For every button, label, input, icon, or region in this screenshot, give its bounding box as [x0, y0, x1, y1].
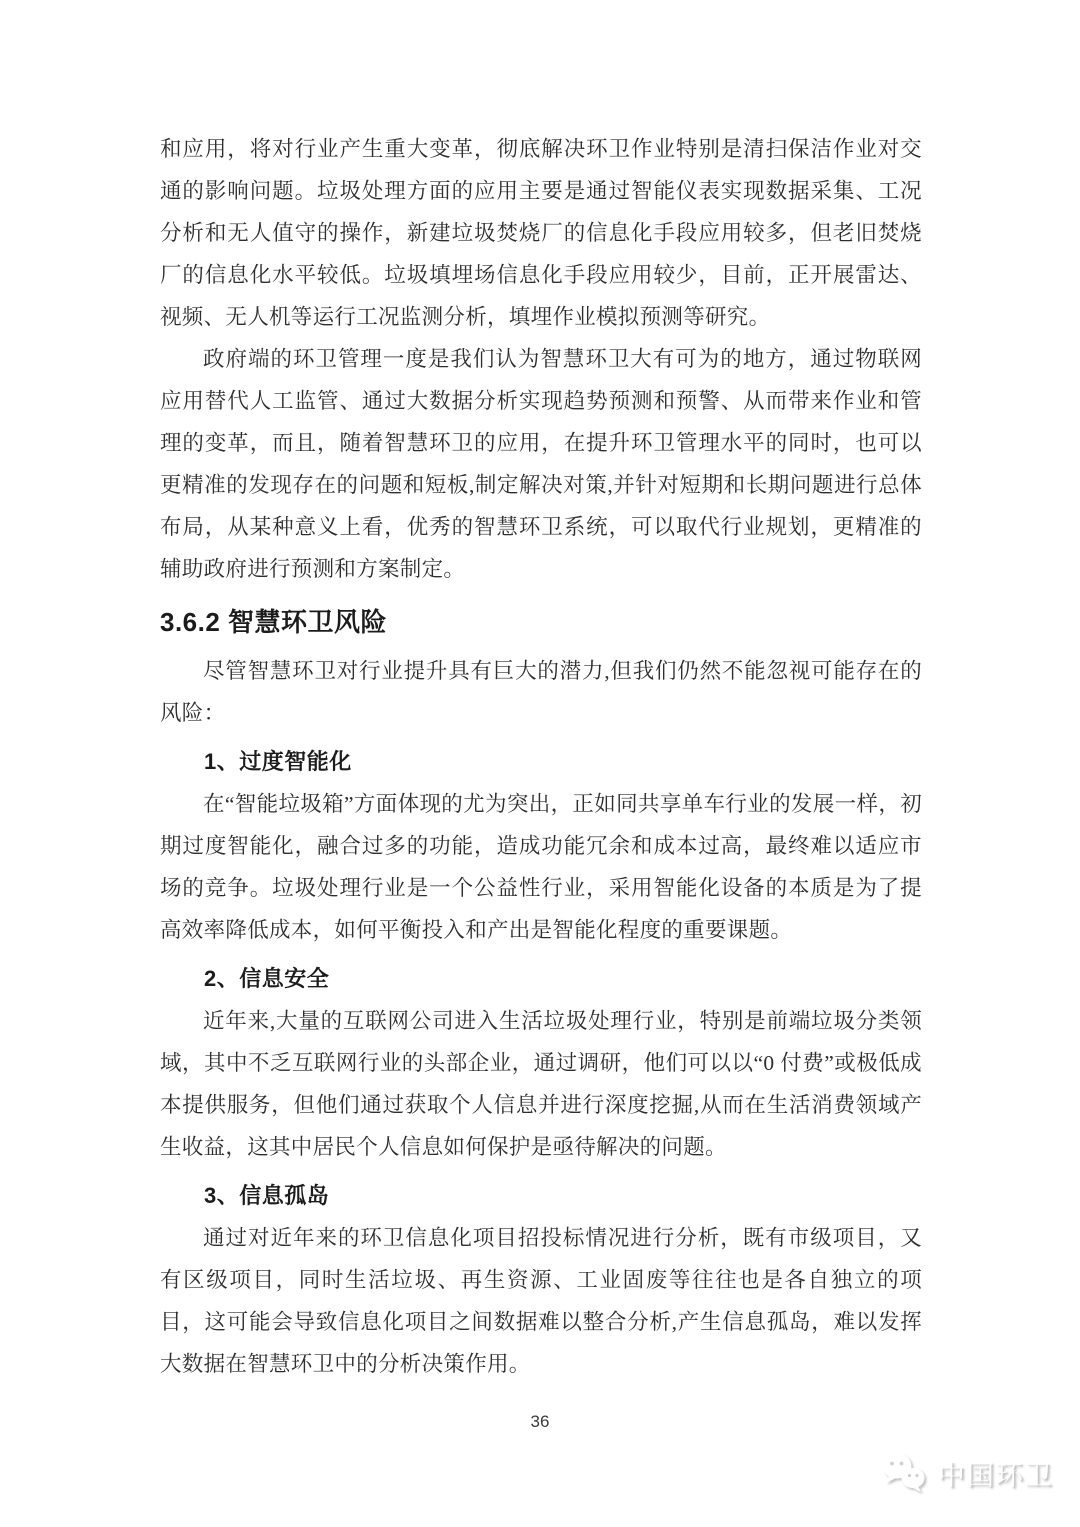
- paragraph-continuation: 和应用，将对行业产生重大变革，彻底解决环卫作业特别是清扫保洁作业对交通的影响问题。垃圾处理方面的应用主要是通过智能仪表实现数据采集、工况分析和无人值守的操作，新建垃圾焚烧厂的信息化手段应用较多，但老旧焚烧厂的信息化水平较低。垃圾填埋场信息化手段应用较少，目前，正开展雷达、视频、无人机等运行工况监测分析，填埋作业模拟预测等研究。: [160, 137, 922, 329]
- risk-body-over-intelligence: 在“智能垃圾箱”方面体现的尤为突出，正如同共享单车行业的发展一样，初期过度智能化，融合过多的功能，造成功能冗余和成本过高，最终难以适应市场的竞争。垃圾处理行业是一个公益性行业，采用智能化设备的本质是为了提高效率降低成本，如何平衡投入和产出是智能化程度的重要课题。: [160, 792, 922, 942]
- risk-body-information-silo: 通过对近年来的环卫信息化项目招投标情况进行分析，既有市级项目，又有区级项目，同时生活垃圾、再生资源、工业固废等往往也是各自独立的项目，这可能会导致信息化项目之间数据难以整合分析,产生信息孤岛，难以发挥大数据在智慧环卫中的分析决策作用。: [160, 1226, 922, 1376]
- wechat-icon: [880, 1452, 928, 1494]
- risk-title-information-security: 2、信息安全: [204, 966, 330, 991]
- page-content: [160, 128, 922, 1385]
- section-heading: 3.6.2 智慧环卫风险: [160, 607, 388, 637]
- brand-name: 中国环卫: [938, 1460, 1054, 1491]
- risk-title-over-intelligence: 1、过度智能化: [204, 749, 352, 774]
- paragraph-government: 政府端的环卫管理一度是我们认为智慧环卫大有可为的地方，通过物联网应用替代人工监管、通过大数据分析实现趋势预测和预警、从而带来作业和管理的变革，而且，随着智慧环卫的应用，在提升环卫管理水平的同时，也可以更精准的发现存在的问题和短板,制定解决对策,并针对短期和长期问题进行总体布局，从某种意义上看，优秀的智慧环卫系统，可以取代行业规划，更精准的辅助政府进行预测和方案制定。: [160, 347, 922, 581]
- page-number: 36: [530, 1412, 550, 1431]
- risk-body-information-security: 近年来,大量的互联网公司进入生活垃圾处理行业，特别是前端垃圾分类领域，其中不乏互联网行业的头部企业，通过调研，他们可以以“0 付费”或极低成本提供服务，但他们通过获取个人信息并进行深度挖掘,从而在生活消费领域产生收益，这其中居民个人信息如何保护是亟待解决的问题。: [160, 1009, 922, 1159]
- risk-title-information-silo: 3、信息孤岛: [204, 1183, 330, 1208]
- brand-watermark: [880, 1452, 1054, 1494]
- page-footer: [0, 1412, 1080, 1432]
- section-intro: 尽管智慧环卫对行业提升具有巨大的潜力,但我们仍然不能忽视可能存在的风险：: [160, 659, 922, 725]
